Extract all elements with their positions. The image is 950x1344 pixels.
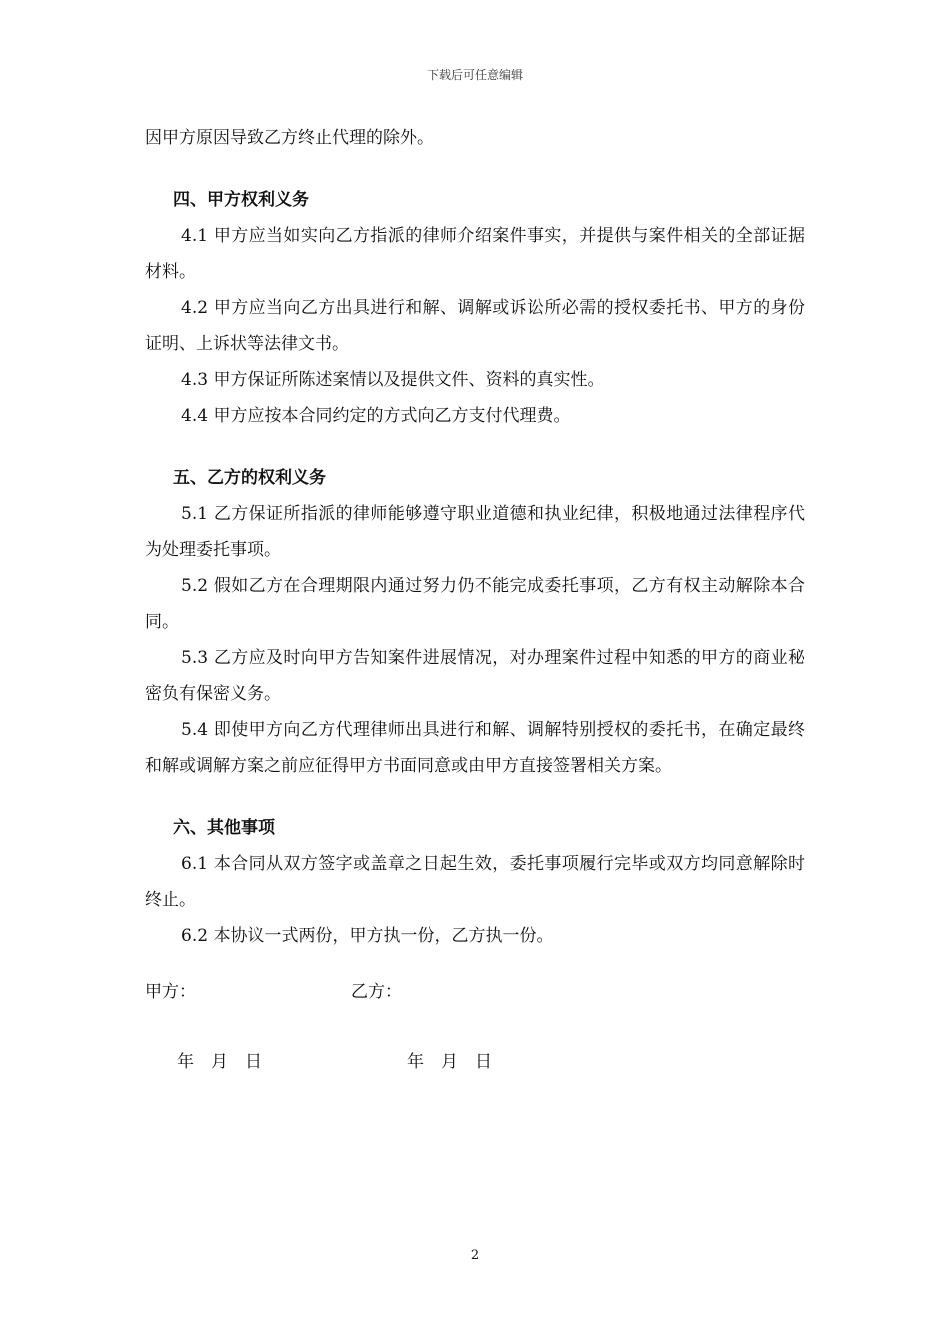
clause-5-4: 5.4 即使甲方向乙方代理律师出具进行和解、调解特别授权的委托书，在确定最终和解或调解方案之前应征得甲方书面同意或由甲方直接签署相关方案。 xyxy=(145,720,805,776)
clause-5-2: 5.2 假如乙方在合理期限内通过努力仍不能完成委托事项，乙方有权主动解除本合同。 xyxy=(145,576,805,632)
document-body xyxy=(145,120,805,1080)
clause-5-1: 5.1 乙方保证所指派的律师能够遵守职业道德和执业纪律，积极地通过法律程序代为处理委托事项。 xyxy=(145,504,805,560)
section-heading: 六、其他事项 xyxy=(173,818,275,838)
party-b-label: 乙方： xyxy=(351,982,402,1002)
section-heading: 五、乙方的权利义务 xyxy=(173,468,326,488)
party-b-date: 年 月 日 xyxy=(407,1052,492,1072)
date-row xyxy=(145,1044,805,1080)
clause-4-4: 4.4 甲方应按本合同约定的方式向乙方支付代理费。 xyxy=(181,406,571,426)
section-other-matters xyxy=(145,810,805,954)
clause-4-3: 4.3 甲方保证所陈述案情以及提供文件、资料的真实性。 xyxy=(181,370,605,390)
section-heading: 四、甲方权利义务 xyxy=(173,190,309,210)
signature-row xyxy=(145,974,805,1010)
page-header: 下载后可任意编辑 xyxy=(426,68,523,82)
party-a-date: 年 月 日 xyxy=(177,1052,262,1072)
page-number: 2 xyxy=(470,1248,480,1263)
intro-line: 因甲方原因导致乙方终止代理的除外。 xyxy=(145,128,434,148)
section-party-a-rights xyxy=(145,182,805,434)
section-party-b-rights xyxy=(145,460,805,784)
clause-5-3: 5.3 乙方应及时向甲方告知案件进展情况，对办理案件过程中知悉的甲方的商业秘密负有保密义务。 xyxy=(145,648,805,704)
clause-6-2: 6.2 本协议一式两份，甲方执一份，乙方执一份。 xyxy=(181,926,554,946)
clause-4-2: 4.2 甲方应当向乙方出具进行和解、调解或诉讼所必需的授权委托书、甲方的身份证明、上诉状等法律文书。 xyxy=(145,298,805,354)
clause-4-1: 4.1 甲方应当如实向乙方指派的律师介绍案件事实，并提供与案件相关的全部证据材料。 xyxy=(145,226,805,282)
party-a-label: 甲方： xyxy=(145,982,196,1002)
clause-6-1: 6.1 本合同从双方签字或盖章之日起生效，委托事项履行完毕或双方均同意解除时终止。 xyxy=(145,854,805,910)
